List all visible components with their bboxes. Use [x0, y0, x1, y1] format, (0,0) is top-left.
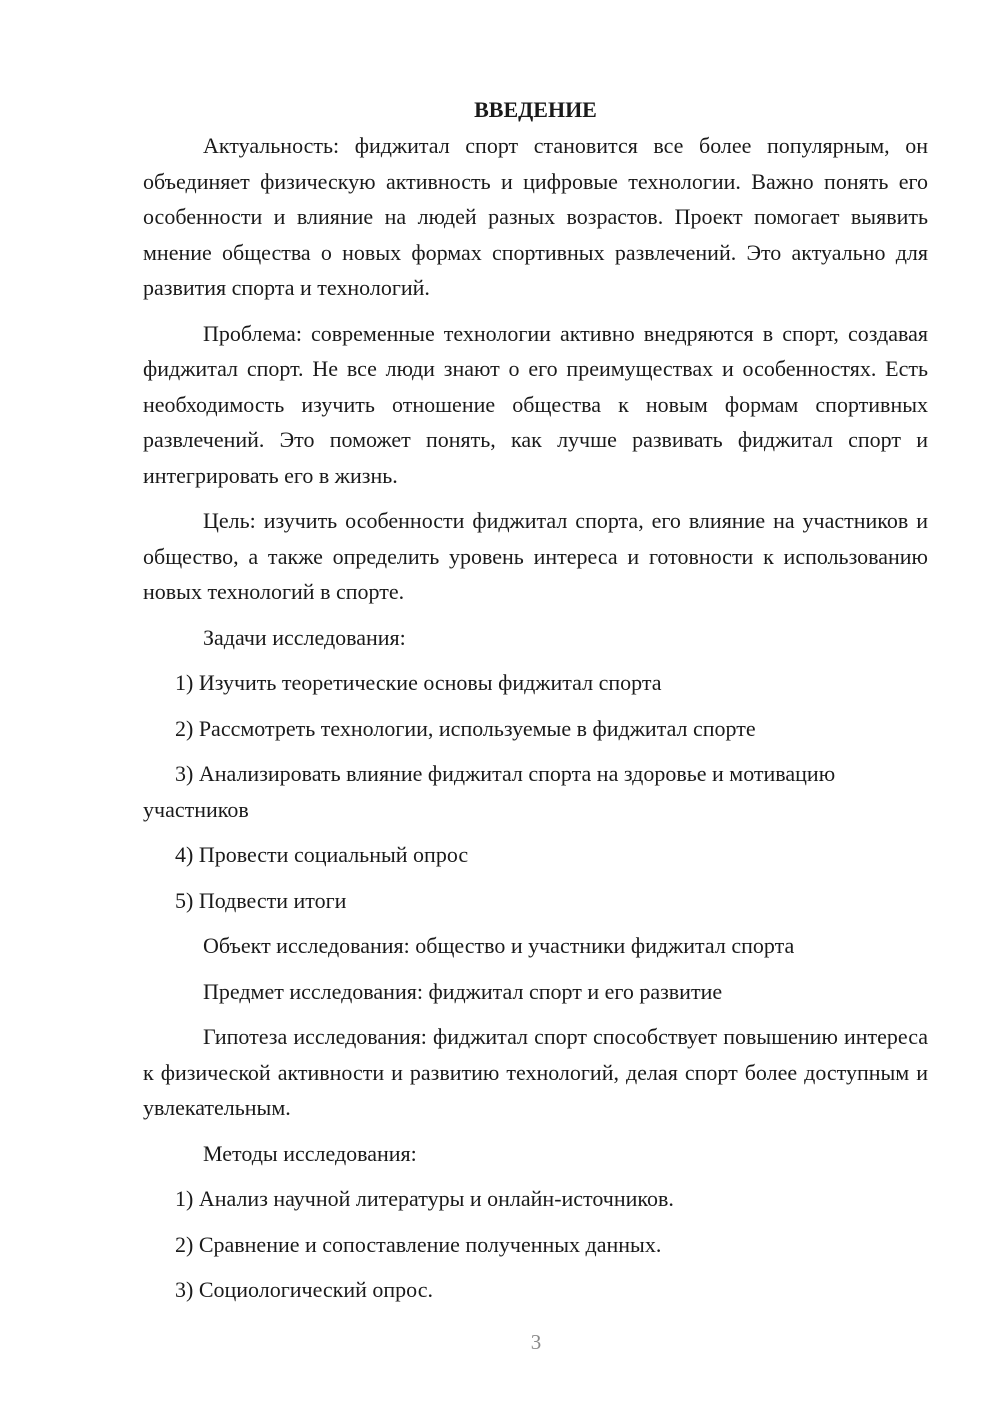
task-item: 5) Подвести итоги [175, 887, 347, 913]
hypothesis-paragraph: Гипотеза исследования: фиджитал спорт способствует повышению интереса к физической активности и развитию технологий, делая спорт более доступным и увлекательным. [143, 1024, 928, 1120]
subject-line: Предмет исследования: фиджитал спорт и его развитие [203, 978, 723, 1004]
object-line: Объект исследования: общество и участники фиджитал спорта [203, 933, 795, 958]
task-item: 2) Рассмотреть технологии, используемые в фиджитал спорте [175, 715, 756, 741]
section-title: ВВЕДЕНИЕ [474, 97, 597, 122]
goal-paragraph: Цель: изучить особенности фиджитал спорта, его влияние на участников и общество, а также определить уровень интереса и готовности к использованию новых технологий в спорте. [143, 508, 928, 604]
task-item: 4) Провести социальный опрос [175, 842, 469, 867]
relevance-paragraph: Актуальность: фиджитал спорт становится все более популярным, он объединяет физическую активность и цифровые технологии. Важно понять его особенности и влияние на людей разных возрастов. Проект помогает выявить мнение общества о новых формах спортивных развлечений. Это актуально для развития спорта и технологий. [143, 133, 928, 300]
task-item: 3) Анализировать влияние фиджитал спорта на здоровье и мотивацию участников [143, 761, 836, 822]
methods-heading: Методы исследования: [203, 1140, 417, 1166]
method-item: 2) Сравнение и сопоставление полученных данных. [175, 1231, 662, 1257]
tasks-heading: Задачи исследования: [203, 624, 406, 650]
task-item: 1) Изучить теоретические основы фиджитал спорта [175, 670, 662, 695]
page-number: 3 [530, 1330, 542, 1354]
problem-paragraph: Проблема: современные технологии активно внедряются в спорт, создавая фиджитал спорт. Не все люди знают о его преимуществах и особенностях. Есть необходимость изучить отношение общества к новым формам спортивных развлечений. Это поможет понять, как лучше развивать фиджитал спорт и интегрировать его в жизнь. [143, 320, 928, 488]
method-item: 1) Анализ научной литературы и онлайн-источников. [175, 1186, 674, 1211]
method-item: 3) Социологический опрос. [175, 1277, 433, 1302]
document-page [143, 92, 928, 1318]
